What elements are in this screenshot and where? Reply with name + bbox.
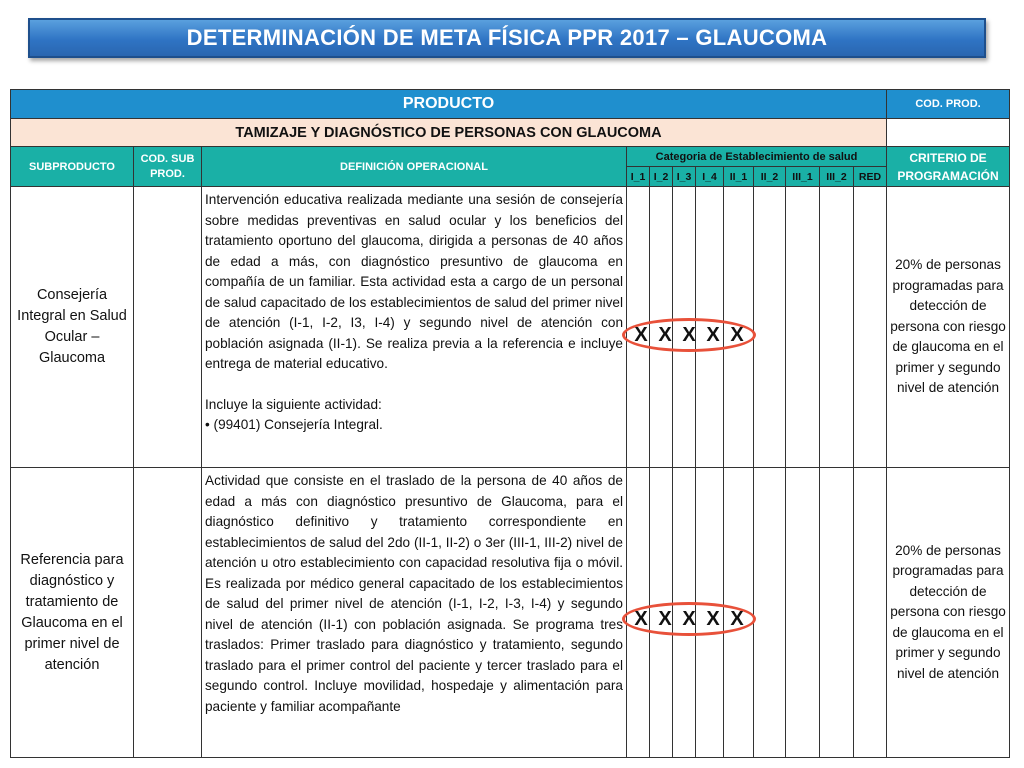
x-mark: X (658, 323, 672, 346)
category-code: RED (854, 167, 887, 187)
category-code: I_2 (650, 167, 673, 187)
cod-sub-prod-label: COD. SUB PROD. (140, 152, 195, 180)
x-mark: X (706, 323, 720, 346)
category-cell (820, 468, 854, 758)
producto-name-cell (11, 119, 887, 147)
cod-prod-label: COD. PROD. (915, 98, 981, 110)
actividad-intro: Incluye la siguiente actividad: (205, 396, 382, 412)
category-code: I_1 (627, 167, 650, 187)
subproducto-cell: Consejería Integral en Salud Ocular – Glaucoma (11, 187, 134, 468)
category-cell (786, 468, 820, 758)
x-mark: X (634, 607, 648, 630)
producto-label: PRODUCTO (402, 95, 495, 112)
cod-sub-prod-cell (134, 187, 202, 468)
category-code: I_4 (696, 167, 724, 187)
actividad-item: • (99401) Consejería Integral. (205, 417, 383, 432)
criterio-header (887, 147, 1010, 187)
page-title: DETERMINACIÓN DE META FÍSICA PPR 2017 – GLAUCOMA (186, 25, 828, 50)
category-code: I_3 (673, 167, 696, 187)
category-cell (754, 468, 786, 758)
criterio-cell: 20% de personas programadas para detección de persona con riesgo de glaucoma en el primer y segundo nivel de atención (887, 468, 1010, 758)
cod-sub-prod-cell (134, 468, 202, 758)
definicion-text: Intervención educativa realizada mediante una sesión de consejería sobre medidas preventivas en salud ocular y los beneficios del tratamiento oportuno del glaucoma, dirigida a personas de 40 años de edad a más, con diagnóstico presuntivo de glaucoma en compañía de un familiar. Esta actividad esta a cargo de un personal de salud capacitado de los establecimientos de salud del primer nivel de atención (I-1, I-2, I3, I-4) y segundo nivel de atención con población asignada (II-1). Se realiza previa a la referencia e incluye entrega de material educativo. (205, 192, 623, 371)
producto-header (11, 90, 887, 119)
subproducto-cell: Referencia para diagnóstico y tratamiento de Glaucoma en el primer nivel de atención (11, 468, 134, 758)
table-row (11, 187, 1010, 468)
criterio-label: CRITERIO DE PROGRAMACIÓN (897, 150, 999, 183)
category-code: III_1 (786, 167, 820, 187)
x-mark: X (658, 607, 672, 630)
definicion-text: Actividad que consiste en el traslado de la persona de 40 años de edad a más con diagnóstico presuntivo de Glaucoma, para el diagnóstico definitivo y tratamiento correspondiente en establecimientos de salud del 2do (II-1, II-2) o 3er (III-1, III-2) nivel de atención u otro establecimiento con capacidad resolutiva fija o móvil. Es realizada por médico general capacitado de los establecimientos de salud del primer nivel de atención (I-1, I-2, I-3, I-4) y segundo nivel de atención (II-1) con población asignada. Se programa tres traslados: Primer traslado para diagnóstico y tratamiento, segundo traslado para el primer control del paciente y tercer traslado para el segundo control. Incluye movilidad, hospedaje y alimentación para paciente y familiar acompañante (205, 473, 623, 714)
x-mark: X (706, 607, 720, 630)
cod-prod-header (887, 90, 1010, 119)
definicion-label: DEFINICIÓN OPERACIONAL (340, 160, 488, 173)
categoria-header (627, 147, 887, 167)
category-cell (854, 468, 887, 758)
table-row (11, 468, 1010, 758)
producto-name: TAMIZAJE Y DIAGNÓSTICO DE PERSONAS CON GLAUCOMA (235, 124, 662, 141)
category-cell (754, 187, 786, 468)
x-marks-circle-row-2 (622, 602, 756, 636)
category-cell (786, 187, 820, 468)
category-cell (854, 187, 887, 468)
page-title-banner (28, 18, 986, 58)
definicion-cell (202, 468, 627, 758)
x-mark: X (682, 323, 696, 346)
subproducto-label: SUBPRODUCTO (29, 160, 115, 173)
cod-prod-value-cell (887, 119, 1010, 147)
x-mark: X (634, 323, 648, 346)
x-mark: X (682, 607, 696, 630)
definicion-header (202, 147, 627, 187)
meta-fisica-table (10, 89, 1010, 758)
category-code: II_2 (754, 167, 786, 187)
definicion-cell (202, 187, 627, 468)
category-code: III_2 (820, 167, 854, 187)
categoria-label: Categoria de Establecimiento de salud (655, 150, 858, 163)
subproducto-header (11, 147, 134, 187)
category-code: II_1 (724, 167, 754, 187)
x-mark: X (730, 607, 744, 630)
cod-sub-prod-header (134, 147, 202, 187)
x-marks-circle-row-1 (622, 318, 756, 352)
criterio-cell: 20% de personas programadas para detección de persona con riesgo de glaucoma en el primer y segundo nivel de atención (887, 187, 1010, 468)
category-cell (820, 187, 854, 468)
x-mark: X (730, 323, 744, 346)
